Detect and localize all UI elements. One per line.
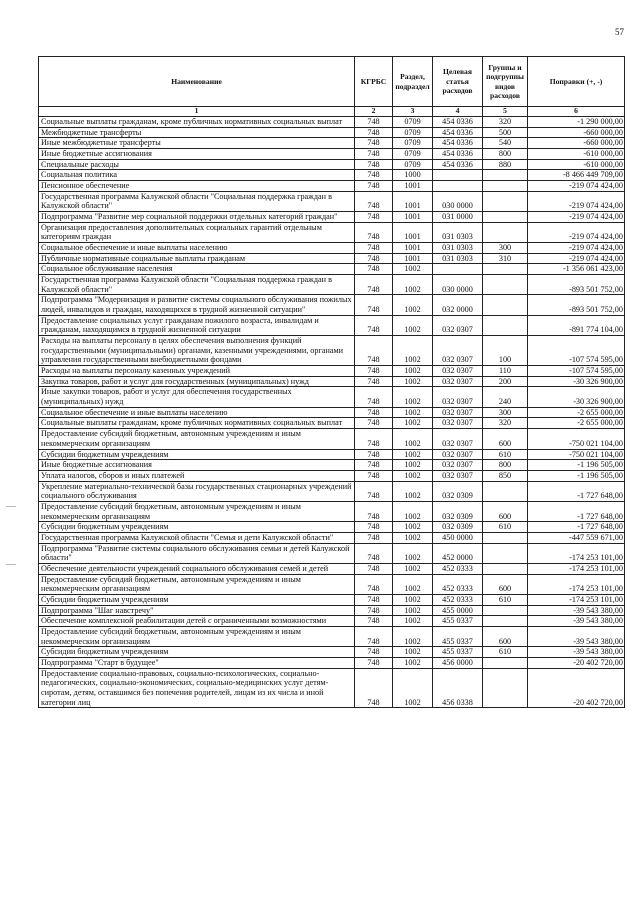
row-target: 450 0000 xyxy=(433,532,483,543)
row-kgrbs: 748 xyxy=(355,470,393,481)
row-group xyxy=(483,657,528,668)
row-name: Иные межбюджетные трансферты xyxy=(39,138,355,149)
row-kgrbs: 748 xyxy=(355,429,393,449)
row-section: 1002 xyxy=(393,407,433,418)
row-section: 1002 xyxy=(393,647,433,658)
table-row xyxy=(39,429,625,449)
row-kgrbs: 748 xyxy=(355,243,393,254)
scan-mark xyxy=(6,506,16,507)
row-group: 800 xyxy=(483,149,528,160)
row-amount: -610 000,00 xyxy=(528,159,625,170)
row-group xyxy=(483,264,528,275)
row-section: 1002 xyxy=(393,366,433,377)
row-name: Предоставление субсидий бюджетным, автономным учреждениям и иным некоммерческим организациям xyxy=(39,501,355,521)
row-section: 1002 xyxy=(393,449,433,460)
row-section: 1001 xyxy=(393,222,433,242)
row-amount: -1 196 505,00 xyxy=(528,470,625,481)
row-group: 600 xyxy=(483,574,528,594)
row-kgrbs: 748 xyxy=(355,626,393,646)
table-row xyxy=(39,449,625,460)
row-name: Государственная программа Калужской области "Социальная поддержка граждан в Калужской области" xyxy=(39,191,355,211)
row-group xyxy=(483,563,528,574)
table-row xyxy=(39,647,625,658)
table-row xyxy=(39,501,625,521)
row-group: 610 xyxy=(483,647,528,658)
row-section: 1002 xyxy=(393,522,433,533)
table-row xyxy=(39,616,625,627)
row-kgrbs: 748 xyxy=(355,543,393,563)
row-target: 452 0333 xyxy=(433,574,483,594)
table-row xyxy=(39,574,625,594)
row-group: 200 xyxy=(483,376,528,387)
row-target: 032 0309 xyxy=(433,481,483,501)
row-amount: -660 000,00 xyxy=(528,127,625,138)
row-target: 032 0309 xyxy=(433,501,483,521)
row-name: Расходы на выплаты персоналу казенных учреждений xyxy=(39,366,355,377)
row-amount: -1 727 648,00 xyxy=(528,481,625,501)
row-section: 1002 xyxy=(393,605,433,616)
row-group xyxy=(483,170,528,181)
row-group: 610 xyxy=(483,594,528,605)
table-row xyxy=(39,336,625,366)
row-name: Обеспечение деятельности учреждений социального обслуживания семей и детей xyxy=(39,563,355,574)
row-amount: -2 655 000,00 xyxy=(528,418,625,429)
row-section: 1001 xyxy=(393,181,433,192)
row-target: 032 0309 xyxy=(433,522,483,533)
row-section: 1002 xyxy=(393,532,433,543)
column-number: 1 xyxy=(39,107,355,117)
row-name: Специальные расходы xyxy=(39,159,355,170)
row-amount: -750 021 104,00 xyxy=(528,429,625,449)
row-target: 452 0000 xyxy=(433,543,483,563)
row-name: Субсидии бюджетным учреждениям xyxy=(39,594,355,605)
row-name: Предоставление субсидий бюджетным, автономным учреждениям и иным некоммерческим организациям xyxy=(39,429,355,449)
row-name: Социальная политика xyxy=(39,170,355,181)
row-section: 1002 xyxy=(393,481,433,501)
row-kgrbs: 748 xyxy=(355,376,393,387)
row-amount: -447 559 671,00 xyxy=(528,532,625,543)
page-number: 57 xyxy=(615,27,624,37)
row-section: 1002 xyxy=(393,543,433,563)
table-header xyxy=(39,57,625,117)
row-name: Субсидии бюджетным учреждениям xyxy=(39,522,355,533)
table-body xyxy=(39,117,625,708)
row-name: Иные бюджетные ассигнования xyxy=(39,149,355,160)
table-row xyxy=(39,376,625,387)
row-name: Подпрограмма "Модернизация и развитие системы социального обслуживания пожилых людей, инвалидов и граждан, находящихся в трудной жизненной ситуации" xyxy=(39,295,355,315)
row-section: 1002 xyxy=(393,376,433,387)
row-amount: -20 402 720,00 xyxy=(528,668,625,708)
row-kgrbs: 748 xyxy=(355,460,393,471)
row-kgrbs: 748 xyxy=(355,501,393,521)
row-amount: -1 196 505,00 xyxy=(528,460,625,471)
row-kgrbs: 748 xyxy=(355,117,393,128)
row-name: Подпрограмма "Развитие системы социального обслуживания семьи и детей Калужской области" xyxy=(39,543,355,563)
header-section: Раздел, подраздел xyxy=(393,57,433,107)
row-group: 100 xyxy=(483,336,528,366)
column-number: 3 xyxy=(393,107,433,117)
row-kgrbs: 748 xyxy=(355,532,393,543)
row-section: 1000 xyxy=(393,170,433,181)
row-amount: -39 543 380,00 xyxy=(528,616,625,627)
row-section: 1001 xyxy=(393,243,433,254)
table-row xyxy=(39,387,625,407)
row-amount: -174 253 101,00 xyxy=(528,594,625,605)
row-target: 032 0307 xyxy=(433,460,483,471)
row-name: Субсидии бюджетным учреждениям xyxy=(39,449,355,460)
row-amount: -39 543 380,00 xyxy=(528,605,625,616)
table-row xyxy=(39,243,625,254)
row-kgrbs: 748 xyxy=(355,418,393,429)
row-target: 455 0337 xyxy=(433,616,483,627)
row-section: 1001 xyxy=(393,191,433,211)
row-target: 455 0000 xyxy=(433,605,483,616)
row-amount: -1 727 648,00 xyxy=(528,522,625,533)
row-section: 0709 xyxy=(393,138,433,149)
row-target: 032 0000 xyxy=(433,295,483,315)
table-row xyxy=(39,181,625,192)
row-kgrbs: 748 xyxy=(355,366,393,377)
row-kgrbs: 748 xyxy=(355,295,393,315)
row-kgrbs: 748 xyxy=(355,222,393,242)
row-section: 1002 xyxy=(393,470,433,481)
row-amount: -219 074 424,00 xyxy=(528,181,625,192)
row-group: 300 xyxy=(483,243,528,254)
row-amount: -660 000,00 xyxy=(528,138,625,149)
row-kgrbs: 748 xyxy=(355,264,393,275)
row-target: 455 0337 xyxy=(433,626,483,646)
row-target: 452 0333 xyxy=(433,594,483,605)
table-row xyxy=(39,275,625,295)
row-amount: -174 253 101,00 xyxy=(528,543,625,563)
row-section: 0709 xyxy=(393,159,433,170)
row-name: Социальные выплаты гражданам, кроме публичных нормативных социальных выплат xyxy=(39,418,355,429)
row-section: 1002 xyxy=(393,336,433,366)
row-target: 032 0307 xyxy=(433,315,483,335)
row-section: 1002 xyxy=(393,574,433,594)
row-section: 1002 xyxy=(393,668,433,708)
table-row xyxy=(39,563,625,574)
row-section: 1002 xyxy=(393,657,433,668)
row-kgrbs: 748 xyxy=(355,647,393,658)
row-group xyxy=(483,222,528,242)
row-group: 320 xyxy=(483,418,528,429)
row-target: 032 0307 xyxy=(433,376,483,387)
row-group: 310 xyxy=(483,253,528,264)
row-section: 1002 xyxy=(393,295,433,315)
row-kgrbs: 748 xyxy=(355,449,393,460)
row-group: 600 xyxy=(483,501,528,521)
row-name: Пенсионное обеспечение xyxy=(39,181,355,192)
header-kgrbs: КГРБС xyxy=(355,57,393,107)
row-kgrbs: 748 xyxy=(355,181,393,192)
row-kgrbs: 748 xyxy=(355,149,393,160)
row-name: Предоставление субсидий бюджетным, автономным учреждениям и иным некоммерческим организациям xyxy=(39,626,355,646)
row-target: 032 0307 xyxy=(433,470,483,481)
row-kgrbs: 748 xyxy=(355,336,393,366)
table-row xyxy=(39,481,625,501)
row-amount: -39 543 380,00 xyxy=(528,626,625,646)
row-name: Иные бюджетные ассигнования xyxy=(39,460,355,471)
row-name: Предоставление субсидий бюджетным, автономным учреждениям и иным некоммерческим организациям xyxy=(39,574,355,594)
row-kgrbs: 748 xyxy=(355,407,393,418)
row-group: 110 xyxy=(483,366,528,377)
table-row xyxy=(39,460,625,471)
row-name: Укрепление материально-технической базы государственных стационарных учреждений социального обслуживания xyxy=(39,481,355,501)
table-row xyxy=(39,315,625,335)
row-amount: -8 466 449 709,00 xyxy=(528,170,625,181)
row-target: 455 0337 xyxy=(433,647,483,658)
row-name: Закупка товаров, работ и услуг для государственных (муниципальных) нужд xyxy=(39,376,355,387)
row-amount: -750 021 104,00 xyxy=(528,449,625,460)
row-section: 1002 xyxy=(393,626,433,646)
header-target: Целевая статья расходов xyxy=(433,57,483,107)
row-kgrbs: 748 xyxy=(355,275,393,295)
row-group: 540 xyxy=(483,138,528,149)
row-group: 500 xyxy=(483,127,528,138)
header-name: Наименование xyxy=(39,57,355,107)
row-amount: -219 074 424,00 xyxy=(528,222,625,242)
row-target: 456 0338 xyxy=(433,668,483,708)
table-row xyxy=(39,418,625,429)
row-kgrbs: 748 xyxy=(355,481,393,501)
row-group: 610 xyxy=(483,449,528,460)
row-kgrbs: 748 xyxy=(355,668,393,708)
row-target: 031 0303 xyxy=(433,253,483,264)
row-target: 454 0336 xyxy=(433,149,483,160)
row-kgrbs: 748 xyxy=(355,212,393,223)
row-amount: -107 574 595,00 xyxy=(528,366,625,377)
row-target: 031 0303 xyxy=(433,243,483,254)
row-target xyxy=(433,264,483,275)
row-section: 0709 xyxy=(393,127,433,138)
row-target xyxy=(433,181,483,192)
row-kgrbs: 748 xyxy=(355,522,393,533)
row-target: 032 0307 xyxy=(433,366,483,377)
row-name: Социальное обеспечение и иные выплаты населению xyxy=(39,243,355,254)
row-amount: -107 574 595,00 xyxy=(528,336,625,366)
row-name: Уплата налогов, сборов и иных платежей xyxy=(39,470,355,481)
row-name: Социальное обслуживание населения xyxy=(39,264,355,275)
column-number-row xyxy=(39,107,625,117)
row-name: Государственная программа Калужской области "Семья и дети Калужской области" xyxy=(39,532,355,543)
row-kgrbs: 748 xyxy=(355,191,393,211)
table-row xyxy=(39,522,625,533)
table-row xyxy=(39,138,625,149)
row-amount: -1 727 648,00 xyxy=(528,501,625,521)
row-amount: -30 326 900,00 xyxy=(528,376,625,387)
row-target: 454 0336 xyxy=(433,127,483,138)
row-name: Субсидии бюджетным учреждениям xyxy=(39,647,355,658)
row-name: Расходы на выплаты персоналу в целях обеспечения выполнения функций государственными (муниципальными) органами, казенными учреждениями, органами управления государственными внебюджетными фондами xyxy=(39,336,355,366)
row-section: 1002 xyxy=(393,264,433,275)
column-number: 6 xyxy=(528,107,625,117)
row-name: Публичные нормативные социальные выплаты гражданам xyxy=(39,253,355,264)
table-row xyxy=(39,253,625,264)
row-amount: -219 074 424,00 xyxy=(528,253,625,264)
row-group xyxy=(483,481,528,501)
row-kgrbs: 748 xyxy=(355,657,393,668)
column-number: 4 xyxy=(433,107,483,117)
row-section: 0709 xyxy=(393,117,433,128)
row-section: 1002 xyxy=(393,460,433,471)
row-name: Социальное обеспечение и иные выплаты населению xyxy=(39,407,355,418)
row-kgrbs: 748 xyxy=(355,253,393,264)
row-amount: -893 501 752,00 xyxy=(528,275,625,295)
header-amendments: Поправки (+, -) xyxy=(528,57,625,107)
scan-mark xyxy=(6,564,16,565)
row-kgrbs: 748 xyxy=(355,594,393,605)
budget-amendments-table xyxy=(38,56,625,708)
table-row xyxy=(39,532,625,543)
row-target: 032 0307 xyxy=(433,418,483,429)
row-name: Организация предоставления дополнительных социальных гарантий отдельным категориям граждан xyxy=(39,222,355,242)
row-amount: -219 074 424,00 xyxy=(528,243,625,254)
row-target: 032 0307 xyxy=(433,429,483,449)
row-kgrbs: 748 xyxy=(355,387,393,407)
row-group: 880 xyxy=(483,159,528,170)
table-row xyxy=(39,470,625,481)
row-target: 454 0336 xyxy=(433,138,483,149)
row-group xyxy=(483,532,528,543)
table-row xyxy=(39,605,625,616)
table-row xyxy=(39,295,625,315)
table-row xyxy=(39,543,625,563)
row-target: 452 0333 xyxy=(433,563,483,574)
row-amount: -219 074 424,00 xyxy=(528,191,625,211)
row-section: 1001 xyxy=(393,212,433,223)
table-row xyxy=(39,170,625,181)
row-group xyxy=(483,616,528,627)
row-section: 1002 xyxy=(393,501,433,521)
row-group xyxy=(483,181,528,192)
row-target: 032 0307 xyxy=(433,336,483,366)
row-group: 320 xyxy=(483,117,528,128)
row-target: 456 0000 xyxy=(433,657,483,668)
row-target: 454 0336 xyxy=(433,159,483,170)
row-name: Обеспечение комплексной реабилитации детей с ограниченными возможностями xyxy=(39,616,355,627)
row-group xyxy=(483,605,528,616)
row-section: 1002 xyxy=(393,594,433,605)
table-row xyxy=(39,264,625,275)
row-section: 0709 xyxy=(393,149,433,160)
row-group xyxy=(483,275,528,295)
row-amount: -1 290 000,00 xyxy=(528,117,625,128)
row-target: 032 0307 xyxy=(433,407,483,418)
row-amount: -39 543 380,00 xyxy=(528,647,625,658)
column-number: 2 xyxy=(355,107,393,117)
table-row xyxy=(39,149,625,160)
row-name: Иные закупки товаров, работ и услуг для обеспечения государственных (муниципальных) нужд xyxy=(39,387,355,407)
row-kgrbs: 748 xyxy=(355,563,393,574)
table-row xyxy=(39,191,625,211)
row-kgrbs: 748 xyxy=(355,616,393,627)
row-amount: -174 253 101,00 xyxy=(528,563,625,574)
row-group xyxy=(483,668,528,708)
row-amount: -20 402 720,00 xyxy=(528,657,625,668)
table-row xyxy=(39,668,625,708)
row-group: 300 xyxy=(483,407,528,418)
row-section: 1002 xyxy=(393,387,433,407)
row-amount: -891 774 104,00 xyxy=(528,315,625,335)
row-kgrbs: 748 xyxy=(355,159,393,170)
row-name: Межбюджетные трансферты xyxy=(39,127,355,138)
row-target: 031 0000 xyxy=(433,212,483,223)
row-name: Социальные выплаты гражданам, кроме публичных нормативных социальных выплат xyxy=(39,117,355,128)
row-group xyxy=(483,543,528,563)
row-group: 800 xyxy=(483,460,528,471)
row-target: 032 0307 xyxy=(433,449,483,460)
row-group: 600 xyxy=(483,429,528,449)
row-target: 032 0307 xyxy=(433,387,483,407)
row-group xyxy=(483,212,528,223)
row-target: 030 0000 xyxy=(433,275,483,295)
row-kgrbs: 748 xyxy=(355,170,393,181)
row-amount: -893 501 752,00 xyxy=(528,295,625,315)
row-kgrbs: 748 xyxy=(355,138,393,149)
row-group xyxy=(483,315,528,335)
row-target: 454 0336 xyxy=(433,117,483,128)
row-group: 600 xyxy=(483,626,528,646)
table-row xyxy=(39,117,625,128)
row-group: 610 xyxy=(483,522,528,533)
row-group: 240 xyxy=(483,387,528,407)
row-amount: -610 000,00 xyxy=(528,149,625,160)
row-group xyxy=(483,191,528,211)
row-kgrbs: 748 xyxy=(355,605,393,616)
table-row xyxy=(39,212,625,223)
row-amount: -174 253 101,00 xyxy=(528,574,625,594)
row-kgrbs: 748 xyxy=(355,127,393,138)
row-section: 1002 xyxy=(393,418,433,429)
table-row xyxy=(39,594,625,605)
row-section: 1002 xyxy=(393,315,433,335)
table-row xyxy=(39,626,625,646)
table-row xyxy=(39,127,625,138)
header-groups: Группы и подгруппы видов расходов xyxy=(483,57,528,107)
row-section: 1002 xyxy=(393,563,433,574)
row-section: 1001 xyxy=(393,253,433,264)
column-number: 5 xyxy=(483,107,528,117)
row-amount: -1 356 061 423,00 xyxy=(528,264,625,275)
table-row xyxy=(39,366,625,377)
row-group: 850 xyxy=(483,470,528,481)
row-name: Государственная программа Калужской области "Социальная поддержка граждан в Калужской области" xyxy=(39,275,355,295)
row-amount: -2 655 000,00 xyxy=(528,407,625,418)
row-name: Подпрограмма "Шаг навстречу" xyxy=(39,605,355,616)
row-name: Подпрограмма "Старт в будущее" xyxy=(39,657,355,668)
row-name: Предоставление социальных услуг гражданам пожилого возраста, инвалидам и гражданам, находящимся в трудной жизненной ситуации xyxy=(39,315,355,335)
row-target: 030 0000 xyxy=(433,191,483,211)
row-name: Подпрограмма "Развитие мер социальной поддержки отдельных категорий граждан" xyxy=(39,212,355,223)
row-amount: -30 326 900,00 xyxy=(528,387,625,407)
row-kgrbs: 748 xyxy=(355,574,393,594)
row-section: 1002 xyxy=(393,429,433,449)
table-row xyxy=(39,407,625,418)
row-group xyxy=(483,295,528,315)
row-section: 1002 xyxy=(393,275,433,295)
table-row xyxy=(39,222,625,242)
row-section: 1002 xyxy=(393,616,433,627)
row-amount: -219 074 424,00 xyxy=(528,212,625,223)
row-kgrbs: 748 xyxy=(355,315,393,335)
table-row xyxy=(39,657,625,668)
row-target: 031 0303 xyxy=(433,222,483,242)
table-row xyxy=(39,159,625,170)
row-target xyxy=(433,170,483,181)
row-name: Предоставление социально-правовых, социально-психологических, социально-педагогических, социально-экономических, социально-медицинских услуг детям-сиротам, детям, оставшимся без попечения родителей, лицам из их числа и иной категории лиц xyxy=(39,668,355,708)
